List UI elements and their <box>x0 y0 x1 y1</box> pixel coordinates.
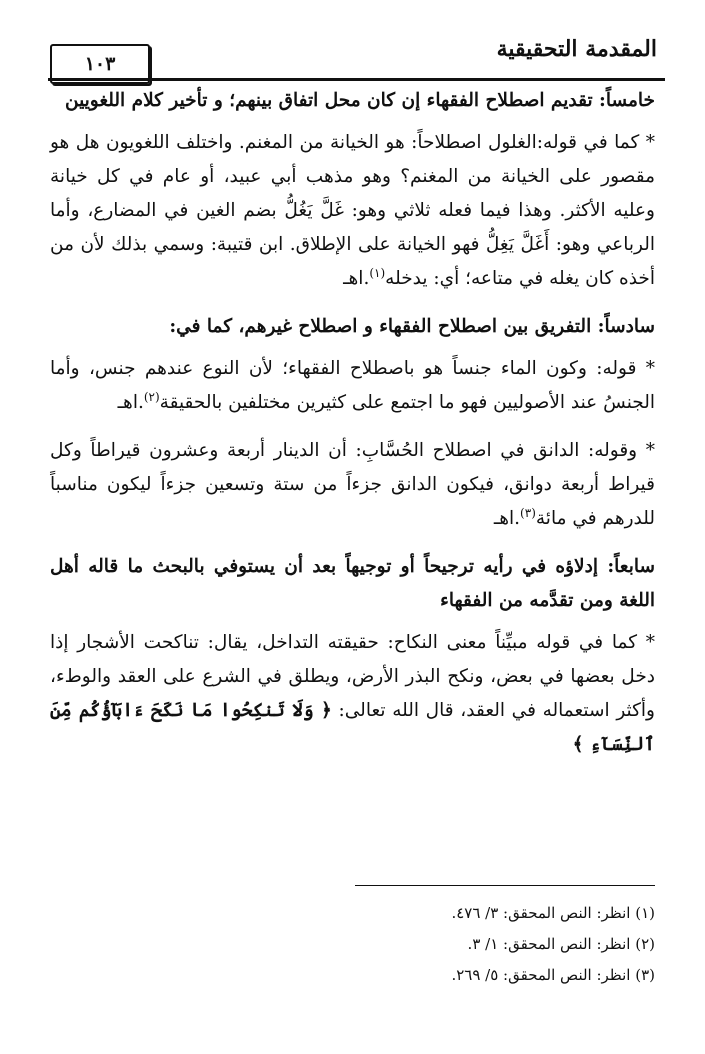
paragraph-end: .اهـ <box>493 508 521 529</box>
quran-verse: ﴿ وَلَا تَنكِحُوا مَا نَكَحَ ءَابَآؤُكُم مِّنَ ٱلنِّسَآءِ ﴾ <box>50 700 655 755</box>
header-rule <box>48 78 665 81</box>
paragraph-jins <box>50 352 655 420</box>
heading-sixth: سادساً: التفريق بين اصطلاح الفقهاء و اصطلاح غيرهم، كما في: <box>169 316 655 337</box>
page-number: ١٠٣ <box>84 53 116 75</box>
paragraph-text: * قوله: وكون الماء جنساً هو باصطلاح الفقهاء؛ لأن النوع عندهم جنس، وأما الجنسُ عند الأصوليين فهو ما اجتمع على كثيرين مختلفين بالحقيقة <box>50 358 655 413</box>
footnote-ref-1: (١) <box>369 265 386 280</box>
paragraph-text: * كما في قوله مبيِّناً معنى النكاح: حقيقته التداخل، يقال: تناكحت الأشجار إذا دخل بعضها في بعض، ونكح البذر الأرض، ويطلق في الشرع على العقد والوطء، وأكثر استعماله في العقد، قال الله تعالى: <box>50 632 655 721</box>
body-text <box>50 84 655 770</box>
footnote-rule <box>355 885 655 886</box>
heading-seventh: سابعاً: إدلاؤه في رأيه ترجيحاً أو توجيهاً بعد أن يستوفي بالبحث ما قاله أهل اللغة ومن تقدَّمه من الفقهاء <box>50 556 655 611</box>
footnote-1: (١) انظر: النص المحقق: ٣/ ٤٧٦. <box>451 904 655 922</box>
paragraph-text: * كما في قوله:الغلول اصطلاحاً: هو الخيانة من المغنم. واختلف اللغويون هل هو مقصور على الخيانة من المغنم؟ وهو مذهب أبي عبيد، أو عام في كل خيانة وعليه الأكثر. وهذا فيما فعله ثلاثي وهو: غَلَّ يَغُلُّ بضم الغين في المضارع، وأما الرباعي وهو: أَغَلَّ يَغِلُّ فهو الخيانة على الإطلاق. ابن قتيبة: وسمي بذلك لأن من أخذه كان يغله في متاعه؛ أي: يدخله <box>50 132 655 289</box>
page-header <box>40 30 665 78</box>
paragraph-ghulul <box>50 126 655 296</box>
footnote-3: (٣) انظر: النص المحقق: ٥/ ٢٦٩. <box>451 966 655 984</box>
running-title: المقدمة التحقيقية <box>496 36 657 62</box>
footnote-ref-2: (٢) <box>143 389 160 404</box>
paragraph-end: .اهـ <box>343 268 370 289</box>
heading-fifth: خامساً: تقديم اصطلاح الفقهاء إن كان محل اتفاق بينهم؛ و تأخير كلام اللغويين <box>64 90 655 111</box>
footnote-2: (٢) انظر: النص المحقق: ١/ ٣. <box>467 935 655 953</box>
footnotes <box>50 898 655 991</box>
paragraph-end: .اهـ <box>117 392 144 413</box>
footnote-ref-3: (٣) <box>520 505 536 520</box>
paragraph-text: * وقوله: الدانق في اصطلاح الحُسَّابِ: أن الدينار أربعة وعشرون قيراطاً وكل قيراط أربعة دوانق، فيكون الدانق جزءاً من ستة وتسعين جزءاً ليكون مناسباً للدرهم في مائة <box>50 440 655 529</box>
paragraph-daniq <box>50 434 655 536</box>
paragraph-nikah <box>50 626 655 762</box>
